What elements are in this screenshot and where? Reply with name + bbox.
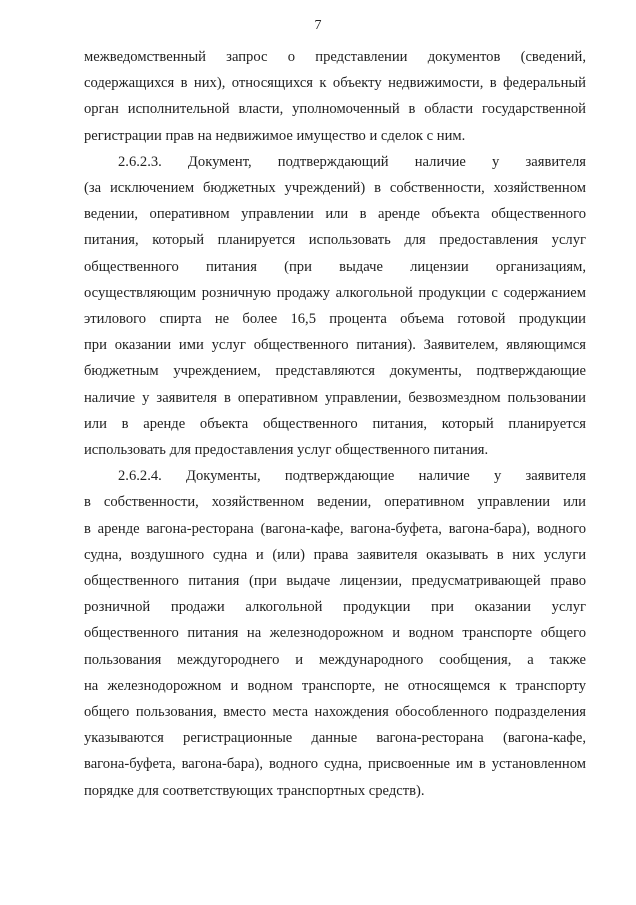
text-line: пользования междугороднего и международного сообщения, а также bbox=[84, 651, 586, 668]
text-line: общественного питания (при выдаче лицензии, предусматривающей право bbox=[84, 573, 586, 590]
text-line: судна, воздушного судна и (или) права заявителя оказывать в них услуги bbox=[84, 546, 586, 563]
text-line: общего пользования, вместо места нахождения обособленного подразделения bbox=[84, 704, 586, 721]
text-line: указываются регистрационные данные вагона-ресторана (вагона-кафе, bbox=[84, 730, 586, 747]
text-line: межведомственный запрос о представлении документов (сведений, bbox=[84, 49, 586, 65]
text-line: порядке для соответствующих транспортных средств). bbox=[84, 782, 425, 799]
text-line: осуществляющим розничную продажу алкогольной продукции с содержанием bbox=[84, 284, 586, 301]
paragraph-2-6-2-3 bbox=[84, 149, 586, 463]
text-line: в аренде вагона-ресторана (вагона-кафе, вагона-буфета, вагона-бара), водного bbox=[84, 520, 586, 537]
text-line: в собственности, хозяйственном ведении, оперативном управлении или bbox=[84, 494, 586, 511]
text-line: ведении, оперативном управлении или в аренде объекта общественного bbox=[84, 206, 586, 223]
text-line: наличие у заявителя в оперативном управлении, безвозмездном пользовании bbox=[84, 389, 586, 406]
paragraph-continuation bbox=[84, 44, 586, 149]
text-line: вагона-буфета, вагона-бара), водного судна, присвоенные им в установленном bbox=[84, 756, 586, 773]
text-line: содержащихся в них), относящихся к объекту недвижимости, в федеральный bbox=[84, 75, 586, 92]
text-line: 2.6.2.3. Документ, подтверждающий наличие у заявителя bbox=[118, 153, 586, 170]
text-line: регистрации прав на недвижимое имущество и сделок с ним. bbox=[84, 127, 466, 144]
text-line: общественного питания на железнодорожном и водном транспорте общего bbox=[84, 625, 586, 642]
text-line: орган исполнительной власти, уполномоченный в области государственной bbox=[84, 101, 586, 118]
paragraph-2-6-2-4 bbox=[84, 463, 586, 804]
page-number: 7 bbox=[314, 18, 322, 33]
document-body bbox=[84, 44, 586, 804]
text-line: при оказании ими услуг общественного питания). Заявителем, являющимся bbox=[84, 337, 586, 354]
text-line: использовать для предоставления услуг общественного питания. bbox=[84, 442, 489, 459]
text-line: общественного питания (при выдаче лицензии организациям, bbox=[84, 258, 586, 275]
text-line: или в аренде объекта общественного питания, который планируется bbox=[84, 415, 586, 432]
text-line: розничной продажи алкогольной продукции при оказании услуг bbox=[84, 599, 586, 616]
text-line: 2.6.2.4. Документы, подтверждающие наличие у заявителя bbox=[118, 468, 586, 485]
text-line: этилового спирта не более 16,5 процента объема готовой продукции bbox=[84, 311, 586, 328]
text-line: бюджетным учреждением, представляются документы, подтверждающие bbox=[84, 363, 586, 380]
text-line: питания, который планируется использовать для предоставления услуг bbox=[84, 232, 586, 249]
text-line: (за исключением бюджетных учреждений) в собственности, хозяйственном bbox=[84, 180, 586, 197]
text-line: на железнодорожном и водном транспорте, не относящемся к транспорту bbox=[84, 677, 586, 694]
